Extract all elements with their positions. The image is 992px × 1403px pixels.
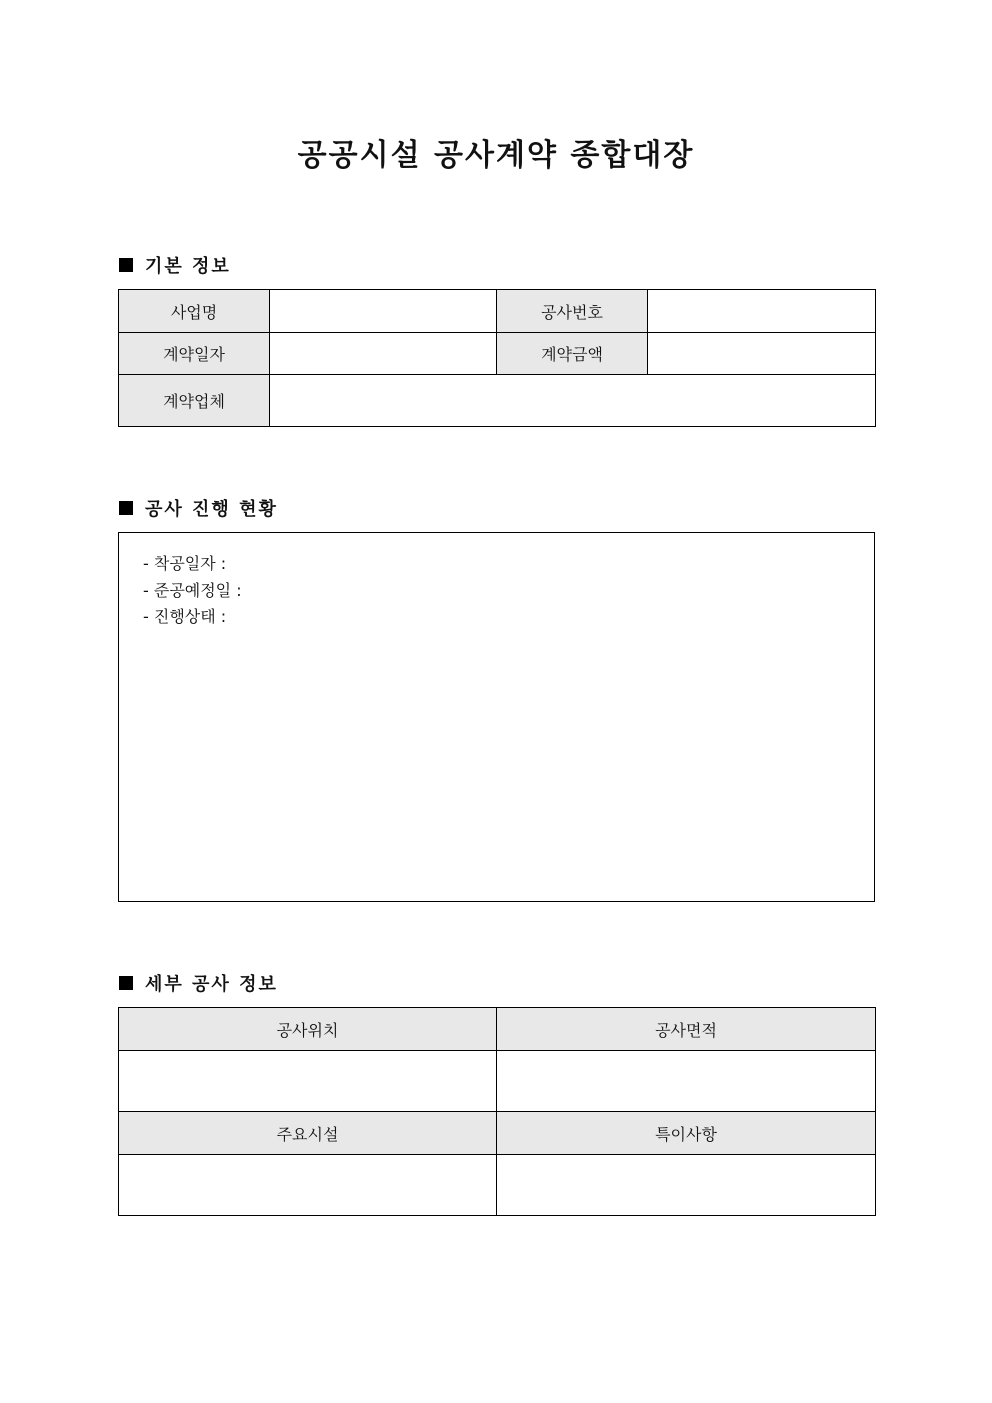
progress-list xyxy=(143,551,242,631)
basic-info-heading-text: 기본 정보 xyxy=(145,256,231,277)
details-table xyxy=(118,1007,876,1216)
details-heading xyxy=(119,969,278,997)
table-row xyxy=(119,1051,876,1112)
contractor-label: 계약업체 xyxy=(119,375,270,427)
location-field[interactable] xyxy=(119,1051,497,1112)
contract-date-label: 계약일자 xyxy=(119,333,270,375)
contractor-field[interactable] xyxy=(270,375,876,427)
table-row xyxy=(119,290,876,333)
table-row xyxy=(119,1008,876,1051)
business-name-label: 사업명 xyxy=(119,290,270,333)
contract-amount-label: 계약금액 xyxy=(497,333,648,375)
facilities-field[interactable] xyxy=(119,1155,497,1216)
area-field[interactable] xyxy=(497,1051,876,1112)
progress-box[interactable] xyxy=(118,532,875,902)
start-date-item: - 착공일자 : xyxy=(143,554,227,573)
facilities-label: 주요시설 xyxy=(119,1112,497,1155)
location-label: 공사위치 xyxy=(119,1008,497,1051)
table-row xyxy=(119,375,876,427)
table-row xyxy=(119,333,876,375)
basic-info-table xyxy=(118,289,876,427)
construction-no-field[interactable] xyxy=(648,290,876,333)
business-name-field[interactable] xyxy=(270,290,497,333)
progress-heading xyxy=(119,494,278,522)
square-bullet-icon xyxy=(119,258,133,272)
contract-amount-field[interactable] xyxy=(648,333,876,375)
page-title: 공공시설 공사계약 종합대장 xyxy=(297,138,695,173)
square-bullet-icon xyxy=(119,976,133,990)
status-item: - 진행상태 : xyxy=(143,607,227,626)
progress-heading-text: 공사 진행 현황 xyxy=(145,499,278,520)
remarks-field[interactable] xyxy=(497,1155,876,1216)
basic-info-heading xyxy=(119,251,231,279)
details-heading-text: 세부 공사 정보 xyxy=(145,974,278,995)
remarks-label: 특이사항 xyxy=(497,1112,876,1155)
completion-date-item: - 준공예정일 : xyxy=(143,580,242,600)
table-row xyxy=(119,1112,876,1155)
area-label: 공사면적 xyxy=(497,1008,876,1051)
table-row xyxy=(119,1155,876,1216)
square-bullet-icon xyxy=(119,501,133,515)
construction-no-label: 공사번호 xyxy=(497,290,648,333)
contract-date-field[interactable] xyxy=(270,333,497,375)
